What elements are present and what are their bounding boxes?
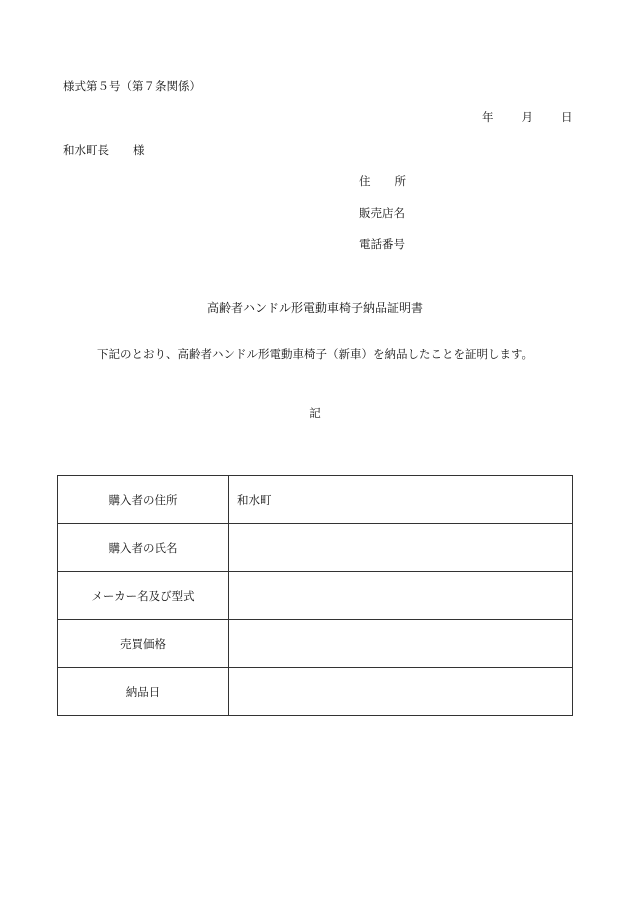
row-label: 納品日 [58, 668, 229, 716]
recipient [63, 145, 145, 157]
ki-heading: 記 [309, 406, 321, 420]
row-label: 購入者の氏名 [58, 524, 229, 572]
sender-phone-label: 電話番号 [359, 237, 405, 251]
row-value [229, 572, 573, 620]
row-value [229, 524, 573, 572]
date-day-label: 日 [561, 110, 573, 124]
date-line [482, 112, 573, 124]
address-label-first: 住 [359, 174, 371, 188]
date-month-label: 月 [521, 110, 533, 124]
row-label: メーカー名及び型式 [58, 572, 229, 620]
table-row [58, 572, 573, 620]
table-row [58, 476, 573, 524]
form-number: 様式第５号（第７条関係） [63, 79, 201, 93]
address-label-second: 所 [394, 174, 406, 188]
document-title: 高齢者ハンドル形電動車椅子納品証明書 [206, 301, 423, 315]
table-row [58, 524, 573, 572]
sender-shop-label: 販売店名 [359, 206, 405, 220]
certification-statement: 下記のとおり、高齢者ハンドル形電動車椅子（新車）を納品したことを証明します。 [96, 347, 534, 361]
date-year-label: 年 [482, 110, 494, 124]
row-value: 和水町 [229, 476, 573, 524]
sender-address-label [359, 176, 406, 188]
table-row [58, 668, 573, 716]
delivery-info-table [57, 475, 573, 716]
table-row [58, 620, 573, 668]
row-value [229, 668, 573, 716]
row-label: 購入者の住所 [58, 476, 229, 524]
recipient-name: 和水町長 [63, 143, 109, 157]
row-label: 売買価格 [58, 620, 229, 668]
recipient-honorific: 様 [133, 143, 145, 157]
row-value [229, 620, 573, 668]
